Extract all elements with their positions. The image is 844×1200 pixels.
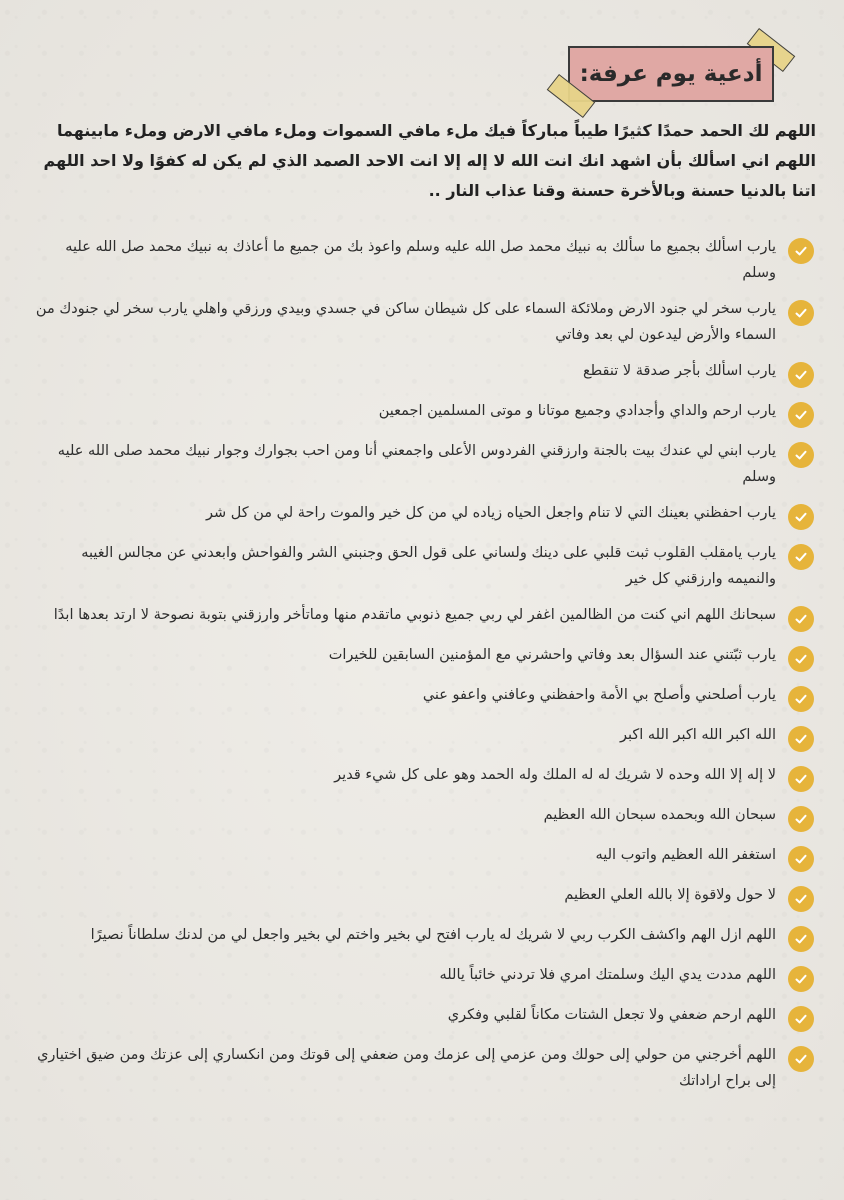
dua-text: لا حول ولاقوة إلا بالله العلي العظيم	[564, 887, 776, 903]
check-circle-icon	[788, 806, 814, 832]
check-circle-icon	[788, 726, 814, 752]
list-item	[32, 398, 814, 428]
list-item	[32, 962, 814, 992]
check-circle-icon	[788, 238, 814, 264]
check-circle-icon	[788, 926, 814, 952]
check-circle-icon	[788, 606, 814, 632]
dua-text: يارب اسألك بأجر صدقة لا تنقطع	[582, 363, 776, 379]
dua-text: يارب أصلحني وأصلح بي الأمة واحفظني وعافني واعفو عني	[422, 687, 776, 703]
check-circle-icon	[788, 362, 814, 388]
check-circle-icon	[788, 300, 814, 326]
list-item	[32, 922, 814, 952]
dua-text: لا إله إلا الله وحده لا شريك له له الملك وله الحمد وهو على كل شيء قدير	[334, 767, 776, 783]
dua-text: اللهم ارحم ضعفي ولا تجعل الشتات مكاناً لقلبي وفكري	[447, 1007, 776, 1023]
check-circle-icon	[788, 886, 814, 912]
dua-text: يارب ارحم والداي وأجدادي وجميع موتانا و موتى المسلمين اجمعين	[378, 403, 776, 419]
dua-text: اللهم مددت يدي اليك وسلمتك امري فلا تردني خائباً يالله	[439, 967, 776, 983]
list-item	[32, 1002, 814, 1032]
check-circle-icon	[788, 766, 814, 792]
page-title: أدعية يوم عرفة:	[579, 61, 763, 87]
list-item	[32, 1042, 814, 1094]
dua-text: سبحانك اللهم اني كنت من الظالمين اغفر لي ربي جميع ذنوبي ماتقدم منها وماتأخر وارزقني بتوبة نصوحة لا ارتد بعدها ابدًا	[53, 607, 776, 623]
dua-text: يارب اسألك بجميع ما سألك به نبيك محمد صل الله عليه وسلم واعوذ بك من جميع ما أعاذك به نبيك محمد صل الله عليه وسلم	[65, 239, 776, 281]
dua-list	[32, 234, 814, 1104]
list-item	[32, 296, 814, 348]
dua-text: يارب سخر لي جنود الارض وملائكة السماء على كل شيطان ساكن في جسدي وبيدي ورزقي واهلي يارب سخر لي جنودك من السماء والأرض ليدعون لي بعد وفاتي	[35, 301, 776, 343]
check-circle-icon	[788, 846, 814, 872]
title-box	[568, 46, 774, 102]
check-circle-icon	[788, 402, 814, 428]
list-item	[32, 802, 814, 832]
dua-text: يارب يامقلب القلوب ثبت قلبي على دينك ولساني على قول الحق وجنبني الشر والفواحش وابعدني عن مجالس الغيبه والنميمه وارزقني كل خير	[81, 545, 776, 587]
check-circle-icon	[788, 1046, 814, 1072]
intro-paragraph: اللهم لك الحمد حمدًا كثيرًا طيباً مباركاً فيك ملء مافي السموات وملء مافي الارض وملء مابينهما اللهم اني اسألك بأن اشهد انك انت الله لا إله إلا انت الاحد الصمد الذي لم يكن له كفوًا ولا احد اللهم اتنا بالدنيا حسنة وبالأخرة حسنة وقنا عذاب النار ..	[43, 121, 816, 200]
dua-text: يارب احفظني بعينك التي لا تنام واجعل الحياه زياده لي من كل خير والموت راحة لي من كل شر	[205, 505, 776, 521]
list-item	[32, 722, 814, 752]
list-item	[32, 642, 814, 672]
check-circle-icon	[788, 686, 814, 712]
list-item	[32, 762, 814, 792]
dua-text: سبحان الله وبحمده سبحان الله العظيم	[543, 807, 776, 823]
check-circle-icon	[788, 1006, 814, 1032]
list-item	[32, 842, 814, 872]
list-item	[32, 882, 814, 912]
list-item	[32, 540, 814, 592]
list-item	[32, 602, 814, 632]
list-item	[32, 438, 814, 490]
check-circle-icon	[788, 646, 814, 672]
check-circle-icon	[788, 966, 814, 992]
list-item	[32, 682, 814, 712]
dua-text: يارب ابني لي عندك بيت بالجنة وارزقني الفردوس الأعلى واجمعني أنا ومن احب بجوارك وجوار نبيك محمد صلى الله عليه وسلم	[57, 443, 776, 485]
list-item	[32, 358, 814, 388]
dua-text: اللهم ازل الهم واكشف الكرب ربي لا شريك له يارب افتح لي بخير واختم لي بخير واجعل لي من لدنك سلطاناً نصيرًا	[90, 927, 776, 943]
title-label	[560, 38, 782, 110]
list-item	[32, 234, 814, 286]
dua-text: استغفر الله العظيم واتوب اليه	[595, 847, 776, 863]
check-circle-icon	[788, 504, 814, 530]
check-circle-icon	[788, 442, 814, 468]
check-circle-icon	[788, 544, 814, 570]
dua-text: اللهم أخرجني من حولي إلى حولك ومن عزمي إلى عزمك ومن ضعفي إلى قوتك ومن انكساري إلى عزتك ومن ضيق اختياري إلى براح اراداتك	[37, 1047, 776, 1089]
dua-text: الله اكبر الله اكبر الله اكبر	[619, 727, 776, 743]
list-item	[32, 500, 814, 530]
dua-text: يارب ثبّتني عند السؤال بعد وفاتي واحشرني مع المؤمنين السابقين للخيرات	[328, 647, 776, 663]
